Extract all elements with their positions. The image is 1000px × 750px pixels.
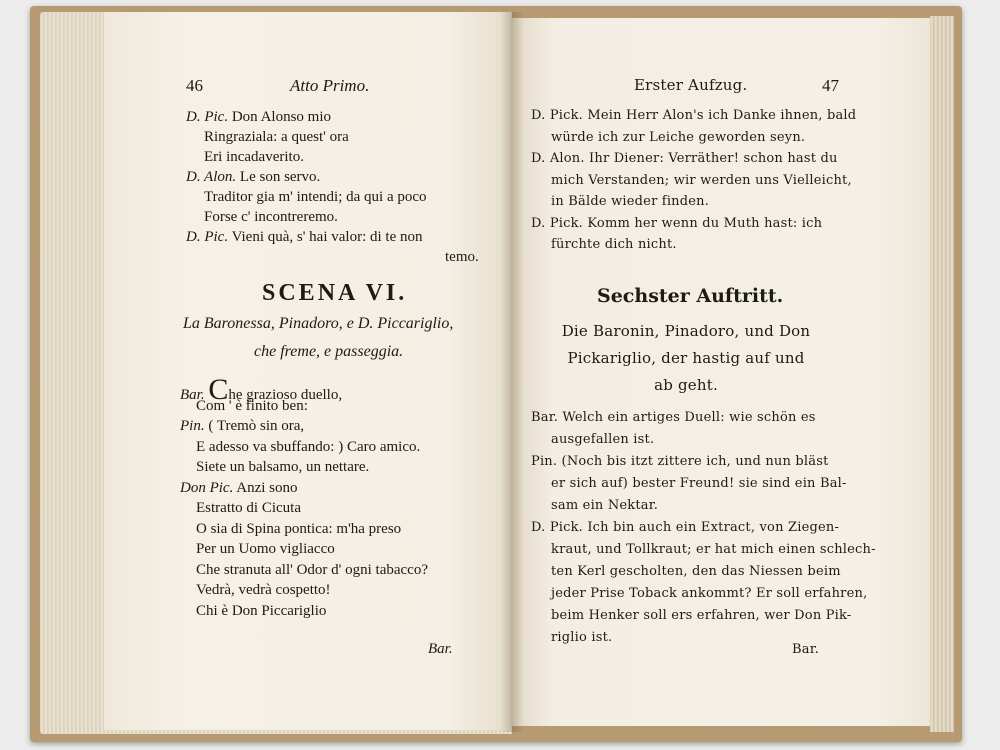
line-text: Eri incadaverito. <box>204 149 304 165</box>
text-line <box>186 108 331 127</box>
text-line: kraut, und Tollkraut; er hat mich einen schlech- <box>551 542 876 557</box>
text-line: riglio ist. <box>551 630 613 645</box>
text-line <box>445 248 479 267</box>
text-line: sam ein Nektar. <box>551 498 659 513</box>
text-line: er sich auf) bester Freund! sie sind ein Bal- <box>551 476 847 491</box>
text-line: würde ich zur Leiche geworden seyn. <box>551 129 806 145</box>
speaker-name: D. Pic. <box>186 109 229 125</box>
text-line: ausgefallen ist. <box>551 432 655 447</box>
line-text: Chi è Don Piccariglio <box>196 602 327 619</box>
text-line: D. Pick. Komm her wenn du Muth hast: ich <box>531 215 823 231</box>
text-line: mich Verstanden; wir werden uns Vielleicht, <box>551 172 852 188</box>
text-line <box>204 148 304 167</box>
line-text: Anzi sono <box>236 479 298 496</box>
text-line <box>186 168 320 187</box>
text-line <box>186 228 423 247</box>
text-line <box>196 397 308 416</box>
text-line: ab geht. <box>654 376 718 394</box>
speaker-name: Pin. <box>180 418 205 434</box>
line-text: Che stranuta all' Odor d' ogni tabacco? <box>196 561 428 578</box>
text-line: Pickariglio, der hastig auf und <box>567 349 805 367</box>
text-line: D. Alon. Ihr Diener: Verräther! schon hast du <box>531 151 838 166</box>
line-text: E adesso va sbuffando: ) Caro amico. <box>196 438 421 455</box>
text-line <box>204 208 338 227</box>
text-line: ten Kerl gescholten, den das Niessen beim <box>551 564 841 579</box>
line-text: Le son servo. <box>239 169 321 185</box>
left-stage-direction-2: che freme, e passeggia. <box>254 343 404 360</box>
text-line <box>196 438 420 457</box>
speaker-name: Bar. <box>180 387 205 403</box>
book-gutter <box>500 12 524 732</box>
right-running-head: Erster Aufzug. <box>634 76 748 94</box>
text-line <box>196 499 301 518</box>
line-text: Siete un balsamo, un nettare. <box>196 459 370 475</box>
text-line <box>196 458 369 477</box>
line-text: Vedrà, vedrà cospetto! <box>196 582 331 598</box>
line-text: ( Tremò sin ora, <box>208 418 305 434</box>
text-line <box>180 417 304 436</box>
text-line <box>196 520 401 539</box>
text-line <box>196 561 428 580</box>
left-page-number: 46 <box>186 76 203 95</box>
text-line: jeder Prise Toback ankommt? Er soll erfahren, <box>551 586 868 601</box>
text-line: Die Baronin, Pinadoro, und Don <box>561 322 811 340</box>
text-line <box>204 188 427 207</box>
text-line: D. Pick. Mein Herr Alon's ich Danke ihnen, bald <box>531 108 857 123</box>
text-line: fürchte dich nicht. <box>551 237 677 252</box>
text-line: Bar. Welch ein artiges Duell: wie schön es <box>531 410 816 425</box>
text-line <box>204 128 349 147</box>
left-stage-direction-1: La Baronessa, Pinadoro, e D. Piccariglio, <box>183 315 454 332</box>
text-line <box>196 602 326 621</box>
line-text: Vieni quà, s' hai valor: di te non <box>231 229 423 245</box>
drop-cap: C <box>208 373 229 406</box>
line-text: Estratto di Cicuta <box>196 500 301 516</box>
left-running-head: Atto Primo. <box>290 76 370 95</box>
line-text: temo. <box>445 249 479 265</box>
line-text: Com ' è finito ben: <box>196 397 308 414</box>
line-text: Don Alonso mio <box>231 109 332 125</box>
line-text: Che grazioso duello, <box>208 373 343 406</box>
text-line <box>196 581 331 600</box>
line-text: Ringraziala: a quest' ora <box>204 129 349 145</box>
right-scene-title: Sechster Auftritt. <box>597 285 784 307</box>
line-text: Traditor gia m' intendi; da qui a poco <box>204 189 427 205</box>
left-scene-title: SCENA VI. <box>262 280 408 306</box>
text-line: in Bälde wieder finden. <box>551 194 710 209</box>
right-page-number: 47 <box>822 76 839 95</box>
text-line <box>196 540 335 559</box>
line-text: Per un Uomo vigliacco <box>196 541 335 557</box>
text-line: D. Pick. Ich bin auch ein Extract, von Ziegen- <box>531 520 840 535</box>
speaker-name: D. Alon. <box>186 169 237 185</box>
left-catchword: Bar. <box>428 641 453 657</box>
speaker-name: Don Pic. <box>180 479 234 496</box>
text-line: Pin. (Noch bis itzt zittere ich, und nun bläst <box>531 454 829 469</box>
right-page-edges <box>930 16 954 732</box>
line-text: Forse c' incontreremo. <box>204 209 338 225</box>
line-text: O sia di Spina pontica: m'ha preso <box>196 520 402 537</box>
text-line: beim Henker soll ers erfahren, wer Don Pik- <box>551 608 852 623</box>
text-line <box>180 479 298 498</box>
speaker-name: D. Pic. <box>186 229 229 245</box>
right-catchword: Bar. <box>792 642 820 657</box>
